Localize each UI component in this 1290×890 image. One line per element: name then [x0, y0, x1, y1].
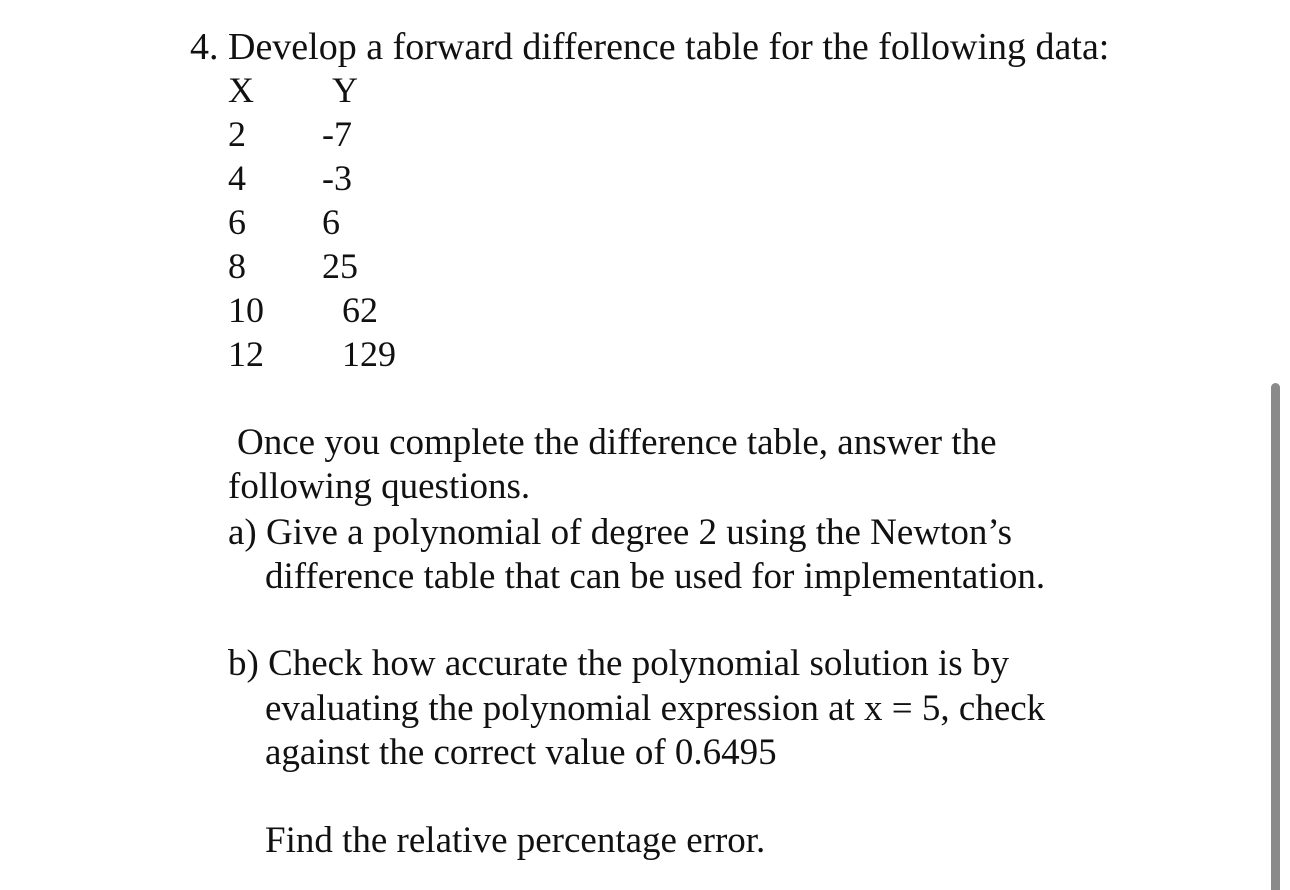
table-cell-y: -3: [322, 158, 352, 198]
table-cell-x: 6: [228, 202, 246, 242]
table-cell-y: 6: [322, 202, 340, 242]
table-header-x: X: [228, 70, 254, 110]
final-instruction: Find the relative percentage error.: [265, 820, 766, 861]
table-cell-x: 10: [228, 290, 264, 330]
part-b-line-3: against the correct value of 0.6495: [265, 732, 777, 773]
table-cell-y: -7: [322, 114, 352, 154]
part-b-line-1: b) Check how accurate the polynomial solution is by: [228, 643, 1009, 684]
table-header-y: Y: [332, 70, 358, 110]
intro-line-1: Once you complete the difference table, answer the: [237, 422, 997, 463]
intro-line-2: following questions.: [228, 466, 531, 507]
table-cell-x: 12: [228, 334, 264, 374]
table-cell-y: 25: [322, 246, 358, 286]
part-b-line-2: evaluating the polynomial expression at x = 5, check: [265, 688, 1046, 729]
table-cell-x: 4: [228, 158, 246, 198]
table-cell-x: 8: [228, 246, 246, 286]
part-a-line-2: difference table that can be used for implementation.: [265, 556, 1046, 597]
part-a-line-1: a) Give a polynomial of degree 2 using the Newton’s: [228, 512, 1012, 553]
question-heading: 4. Develop a forward difference table for the following data:: [190, 26, 1110, 68]
table-cell-x: 2: [228, 114, 246, 154]
table-cell-y: 129: [342, 334, 396, 374]
table-cell-y: 62: [342, 290, 378, 330]
vertical-scrollbar[interactable]: [1271, 383, 1280, 890]
